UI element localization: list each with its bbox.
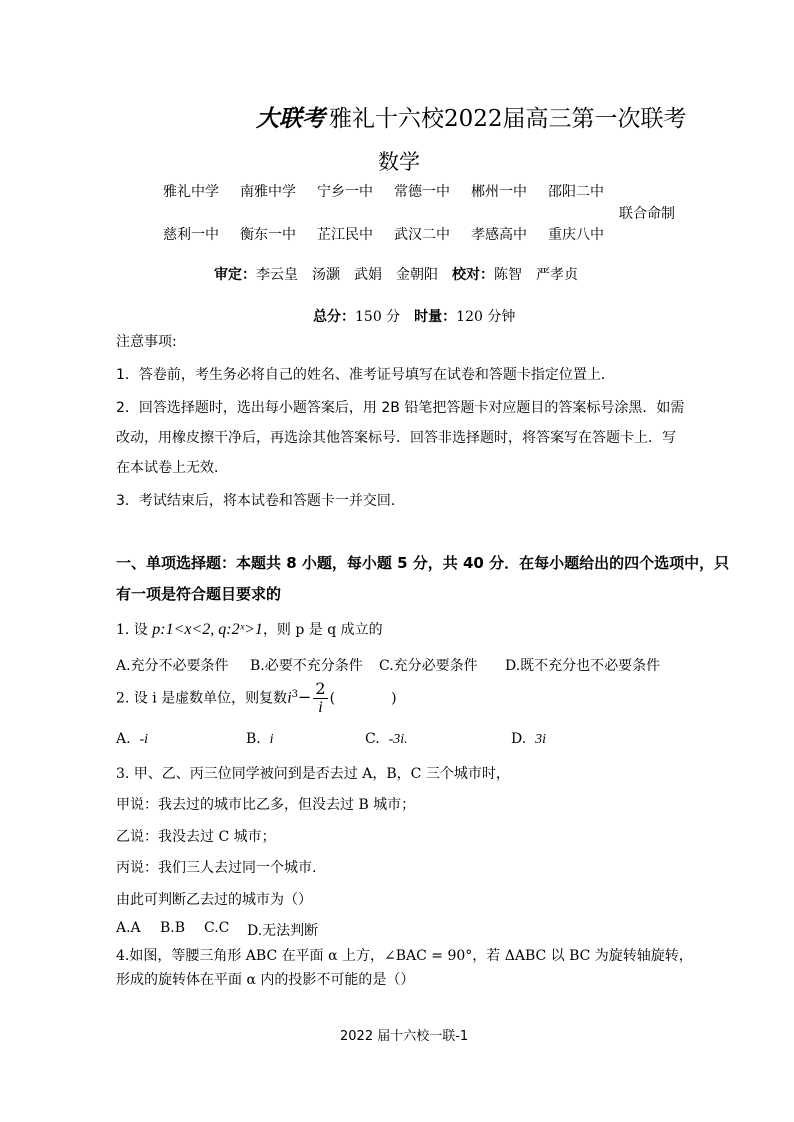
staff-line <box>214 264 578 284</box>
school-name: 重庆八中 <box>548 227 604 243</box>
q2-c-value: -3i. <box>388 732 408 747</box>
exam-title <box>256 100 687 133</box>
note-item: 2．回答选择题时，选出每小题答案后，用 2B 铅笔把答题卡对应题目的答案标号涂黑．如需 <box>116 400 685 416</box>
school-name: 郴州一中 <box>471 184 527 200</box>
q2-denominator: i <box>318 699 323 716</box>
section-heading: 一、单项选择题：本题共 8 小题，每小题 5 分，共 40 分．在每小题给出的四个选项中，只 <box>116 554 730 572</box>
question-4-stem-cont: 形成的旋转体在平面 α 内的投影不可能的是（） <box>116 972 415 988</box>
title-text: 雅礼十六校2022届高三第一次联考 <box>329 106 687 132</box>
review-label: 审定： <box>214 267 256 283</box>
joint-authorship-label: 联合命制 <box>619 206 675 222</box>
q2-c-label: C. <box>365 731 380 747</box>
school-name: 常德一中 <box>394 184 450 200</box>
total-label: 总分： <box>313 309 355 325</box>
time-value: 120 分钟 <box>456 309 516 325</box>
q2-option-b <box>246 731 274 748</box>
q3-statement: 甲说：我去过的城市比乙多，但没去过 B 城市； <box>116 797 416 813</box>
proof-label: 校对： <box>452 267 494 283</box>
school-name: 宁乡一中 <box>317 184 373 200</box>
section-heading-cont: 有一项是符合题目要求的 <box>116 585 282 603</box>
score-line <box>313 306 515 326</box>
question-3-stem: 3. 甲、乙、丙三位同学被问到是否去过 A，B，C 三个城市时， <box>116 766 510 782</box>
note-item-cont: 在本试卷上无效． <box>116 460 228 476</box>
reviewers: 李云皇 汤灏 武娟 金朝阳 <box>256 267 438 283</box>
q2-a-label: A. <box>116 731 131 747</box>
q3-option-c: C.C <box>204 920 230 936</box>
q2-option-a <box>116 731 148 748</box>
q2-minus: − <box>298 687 312 707</box>
q1-math: p:1<x<2, q:2ˣ>1 <box>152 621 263 638</box>
q1-option-d: D.既不充分也不必要条件 <box>505 658 661 674</box>
school-name: 武汉二中 <box>394 227 450 243</box>
subject-heading: 数学 <box>378 150 420 174</box>
total-value: 150 分 <box>355 309 401 325</box>
school-name: 衡东一中 <box>240 227 296 243</box>
question-1-stem <box>116 619 383 639</box>
notes-heading: 注意事项: <box>116 334 177 350</box>
q2-a-value: -i <box>139 732 149 747</box>
question-2-stem <box>116 680 397 717</box>
page-footer: 2022 届十六校一联-1 <box>340 1029 469 1044</box>
q2-numerator: 2 <box>315 679 326 698</box>
school-name: 孝感高中 <box>471 227 527 243</box>
q2-paren: ( ) <box>329 690 397 707</box>
q3-option-b: B.B <box>160 920 186 936</box>
q1-prefix: 1. 设 <box>116 622 148 638</box>
school-name: 雅礼中学 <box>163 184 219 200</box>
q2-base: i <box>287 689 292 707</box>
q2-option-c <box>365 731 408 748</box>
q2-d-value: 3i <box>535 732 546 747</box>
q1-option-a: A.充分不必要条件 <box>116 658 229 674</box>
q3-option-a: A.A <box>116 920 141 936</box>
note-item-cont: 改动，用橡皮擦干净后，再选涂其他答案标号．回答非选择题时，将答案写在答题卡上．写 <box>116 430 676 446</box>
q3-statement: 乙说：我没去过 C 城市； <box>116 829 276 845</box>
school-name: 南雅中学 <box>240 184 296 200</box>
q1-option-b: B.必要不充分条件 <box>250 658 363 674</box>
q2-fraction <box>313 680 327 717</box>
q2-d-label: D. <box>511 731 527 747</box>
time-label: 时量： <box>414 309 457 325</box>
q2-exp: 3 <box>291 688 299 700</box>
school-name: 慈利一中 <box>163 227 219 243</box>
q3-question: 由此可判断乙去过的城市为（） <box>116 892 312 908</box>
school-name: 芷江民中 <box>317 227 373 243</box>
school-name: 邵阳二中 <box>548 184 604 200</box>
note-item: 3．考试结束后，将本试卷和答题卡一并交回． <box>116 493 405 509</box>
brand-logo-text: 大联考 <box>256 105 325 132</box>
note-item: 1．答卷前，考生务必将自己的姓名、准考证号填写在试卷和答题卡指定位置上． <box>116 367 615 383</box>
q2-b-value: i <box>269 732 274 747</box>
question-4-stem: 4.如图，等腰三角形 ABC 在平面 α 上方，∠BAC = 90°，若 ΔABC 以 BC 为旋转轴旋转， <box>116 948 693 964</box>
q3-option-d: D.无法判断 <box>247 923 319 939</box>
q2-prefix: 2. 设 i 是虚数单位，则复数 <box>116 690 288 707</box>
q2-option-d <box>511 731 546 748</box>
q3-statement: 丙说：我们三人去过同一个城市. <box>116 860 317 876</box>
proofers: 陈智 严孝贞 <box>494 267 578 283</box>
q2-b-label: B. <box>246 731 261 747</box>
q1-suffix: ，则 p 是 q 成立的 <box>262 622 383 638</box>
q1-option-c: C.充分必要条件 <box>379 658 478 674</box>
